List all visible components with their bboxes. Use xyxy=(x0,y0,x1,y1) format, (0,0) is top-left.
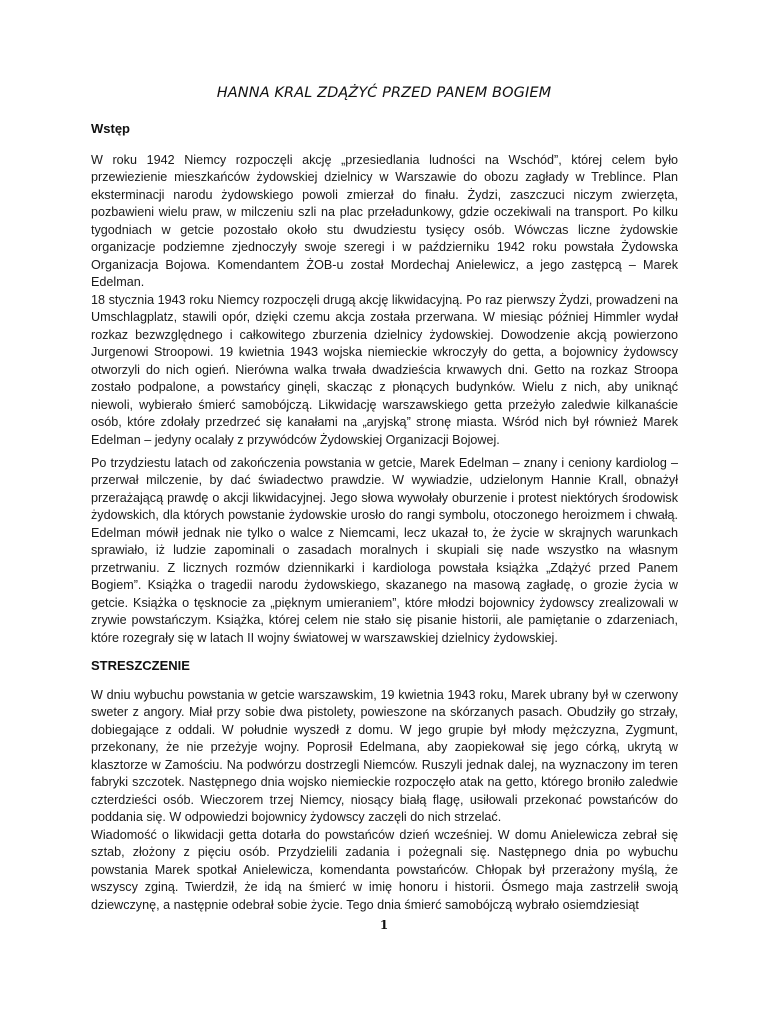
document-title: HANNA KRAL ZDĄŻYĆ PRZED PANEM BOGIEM xyxy=(216,85,552,101)
section-heading-wstep: Wstęp xyxy=(91,121,130,136)
page-number: 1 xyxy=(379,918,389,932)
paragraph: W dniu wybuchu powstania w getcie warszawskim, 19 kwietnia 1943 roku, Marek ubrany był w czerwony sweter z angory. Miał przy sobie dwa pistolety, powieszone na skórzanych pasach. Obudziły go strzały, dobiegające z oddali. W południe wyszedł z domu. W jego grupie był młody mężczyzna, Zygmunt, przekonany, że nie przeżyje wojny. Poprosił Edelmana, aby zaopiekował się jego córką, ukrytą w klasztorze w Zamościu. Na podwórzu dostrzegli Niemców. Ruszyli jednak dalej, na wyznaczony im teren fabryki szczotek. Następnego dnia wojsko niemieckie rozpoczęło atak na getto, którego broniło zaledwie czterdzieści osób. Wieczorem trzej Niemcy, niosący białą flagę, usiłowali przekonać powstańców do poddania się. W odpowiedzi bojownicy żydowscy zaczęli do nich strzelać. xyxy=(91,688,678,825)
paragraph: Wiadomość o likwidacji getta dotarła do powstańców dzień wcześniej. W domu Anielewicza zebrał się sztab, złożony z pięciu osób. Przydzielili zadania i pożegnali się. Następnego dnia po wybuchu powstania Marek spotkał Anielewicza, komendanta powstańców. Chłopak był przerażony myślą, że wszyscy zginą. Twierdził, że idą na śmierć w imię honoru i historii. Ósmego maja zastrzelił swoją dziewczynę, a następnie odebrał sobie życie. Tego dnia śmierć samobójczą wybrało osiemdziesiąt xyxy=(91,828,678,912)
section-heading-streszczenie: STRESZCZENIE xyxy=(91,658,190,673)
paragraph: W roku 1942 Niemcy rozpoczęli akcję „przesiedlania ludności na Wschód”, której celem było przewiezienie mieszkańców żydowskiej dzielnicy w Warszawie do obozu zagłady w Treblince. Plan eksterminacji narodu żydowskiego powoli zmierzał do finału. Żydzi, zaszczuci niczym zwierzęta, pozbawieni wielu praw, w milczeniu szli na plac przeładunkowy, gdzie oczekiwali na transport. Po kilku tygodniach w getcie pozostało około stu dwudziestu tysięcy osób. Wówczas liczne żydowskie organizacje podziemne zjednoczyły swoje szeregi i w październiku 1942 roku powstała Żydowska Organizacja Bojowa. Komendantem ŻOB-u został Mordechaj Anielewicz, a jego zastępcą – Marek Edelman. xyxy=(91,153,678,290)
paragraph: 18 stycznia 1943 roku Niemcy rozpoczęli drugą akcję likwidacyjną. Po raz pierwszy Żydzi, prowadzeni na Umschlagplatz, stawili opór, dzięki czemu akcja została przerwana. W miesiąc później Himmler wydał rozkaz bezwzględnego i całkowitego zburzenia dzielnicy żydowskiej. Dowodzenie akcją powierzono Jurgenowi Stroopowi. 19 kwietnia 1943 wojska niemieckie wkroczyły do getta, a bojownicy żydowscy otworzyli do nich ogień. Nierówna walka trwała dwadzieścia krwawych dni. Getto na rozkaz Stroopa zostało podpalone, a powstańcy ginęli, skacząc z płonących budynków. Wielu z nich, aby uniknąć niewoli, wybierało śmierć samobójczą. Likwidację warszawskiego getta przeżyło zaledwie kilkanaście osób, które zdołały przedrzeć się kanałami na „aryjską” stronę miasta. Wśród nich był również Marek Edelman – jedyny ocalały z przywódców Żydowskiej Organizacji Bojowej. xyxy=(91,293,678,447)
paragraph: Po trzydziestu latach od zakończenia powstania w getcie, Marek Edelman – znany i ceniony kardiolog – przerwał milczenie, by dać świadectwo prawdzie. W wywiadzie, udzielonym Hannie Krall, obnażył przerażającą prawdę o akcji likwidacyjnej. Jego słowa wywołały oburzenie i protest niektórych środowisk żydowskich, dla których powstanie żydowskie urosło do rangi symbolu, otoczonego heroizmem i chwałą. Edelman mówił jednak nie tylko o walce z Niemcami, lecz ukazał to, że życie w skrajnych warunkach sprawiało, iż ludzie zapominali o zasadach moralnych i skupiali się nade wszystko na własnym przetrwaniu. Z licznych rozmów dziennikarki i kardiologa powstała książka „Zdążyć przed Panem Bogiem”. Książka o tragedii narodu żydowskiego, skazanego na masową zagładę, o grozie życia w getcie. Książka o tęsknocie za „pięknym umieraniem”, które młodzi bojownicy żydowscy zrealizowali w zrywie powstańczym. Książka, której celem nie stało się pisanie historii, ale pamiętanie o zdarzeniach, które rozegrały się w latach II wojny światowej w warszawskiej dzielnicy żydowskiej. xyxy=(91,456,678,645)
